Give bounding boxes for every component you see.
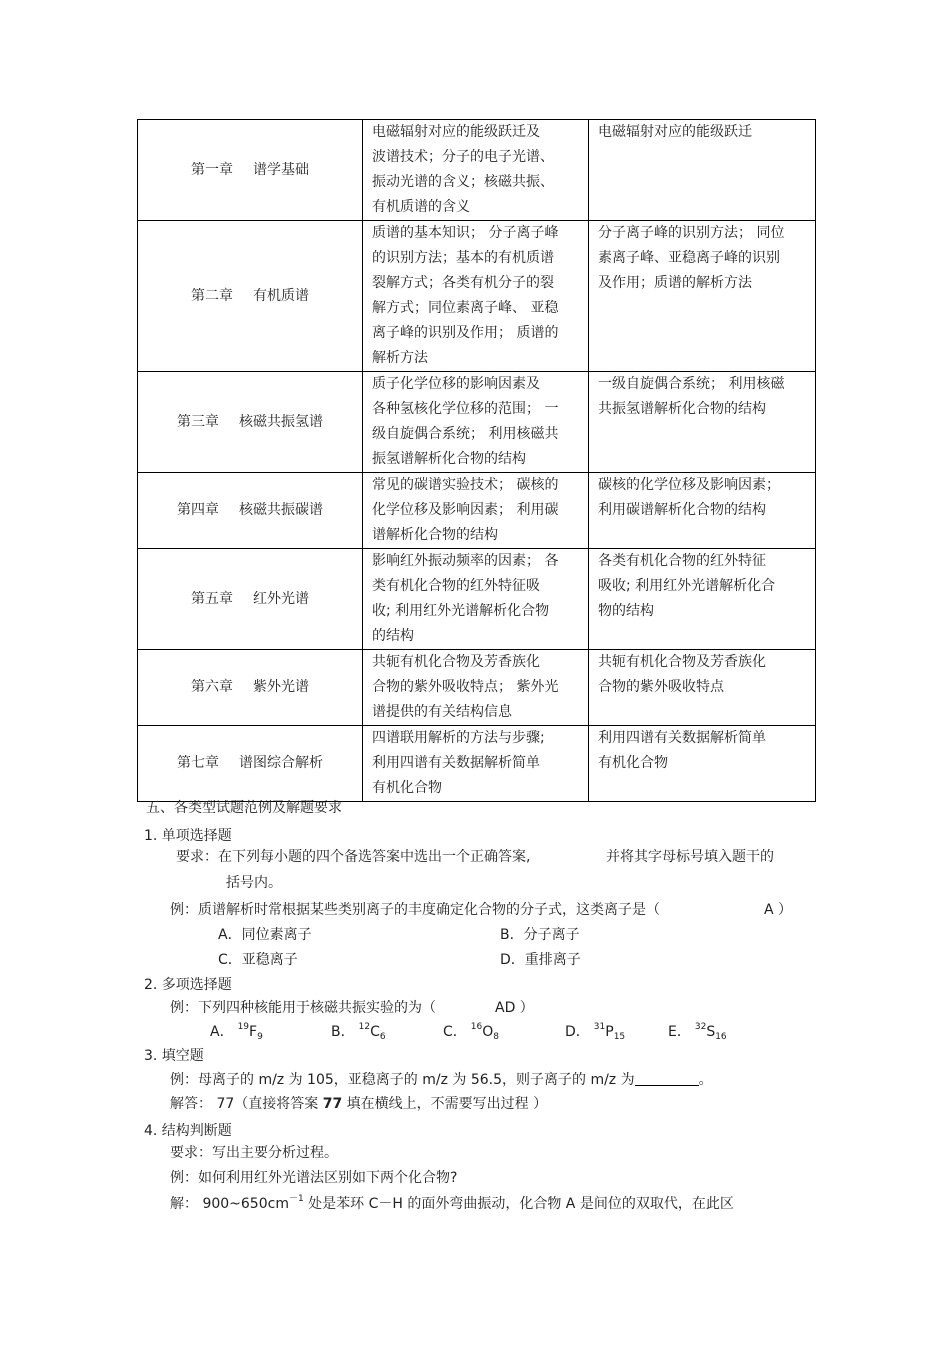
content-cell <box>363 221 589 372</box>
mass-number: 32 <box>694 1022 707 1032</box>
focus-line: 吸收; 利用红外光谱解析化合 <box>598 578 776 594</box>
focus-line: 合物的紫外吸收特点 <box>598 679 724 695</box>
q3-example <box>170 1070 713 1090</box>
chapter-number: 第六章 <box>191 679 233 695</box>
content-line: 级自旋偶合系统； 利用核磁共 <box>372 426 559 442</box>
focus-cell <box>589 650 816 726</box>
q4-solution-exponent: －1 <box>288 1194 304 1204</box>
focus-line: 分子离子峰的识别方法； 同位 <box>598 225 785 241</box>
content-line: 常见的碳谱实验技术； 碳核的 <box>372 477 559 493</box>
content-cell <box>363 473 589 549</box>
atomic-number: 9 <box>257 1032 263 1042</box>
chapter-cell <box>138 726 363 802</box>
content-line: 四谱联用解析的方法与步骤; <box>372 730 545 746</box>
q3-answer-pre: 解答： 77（直接将答案 <box>170 1096 323 1112</box>
q2-example: 例：下列四种核能用于核磁共振实验的为（ <box>170 1000 436 1016</box>
chapter-cell <box>138 549 363 650</box>
focus-cell <box>589 549 816 650</box>
chapter-cell <box>138 372 363 473</box>
q2-option-label: C． <box>443 1024 467 1040</box>
chapter-cell <box>138 473 363 549</box>
table-row <box>138 221 816 372</box>
content-line: 谱解析化合物的结构 <box>372 527 498 543</box>
chapter-cell <box>138 221 363 372</box>
q2-option-label: B． <box>331 1024 355 1040</box>
q2-option <box>210 1022 263 1042</box>
content-line: 裂解方式；各类有机分子的裂 <box>372 275 554 291</box>
content-cell <box>363 726 589 802</box>
chapter-number: 第七章 <box>177 755 219 771</box>
content-cell <box>363 549 589 650</box>
content-line: 电磁辐射对应的能级跃迁及 <box>372 124 540 140</box>
table-row <box>138 473 816 549</box>
atomic-number: 16 <box>715 1032 727 1042</box>
element-symbol: P <box>605 1024 614 1040</box>
q1-option-c: C．亚稳离子 <box>218 952 298 968</box>
content-line: 振动光谱的含义；核磁共振、 <box>372 174 554 190</box>
content-line: 有机化合物 <box>372 780 442 796</box>
focus-line: 素离子峰、亚稳离子峰的识别 <box>598 250 780 266</box>
q4-solution-post: 处是苯环 C－H 的面外弯曲振动，化合物 A 是间位的双取代，在此区 <box>303 1196 734 1212</box>
focus-cell <box>589 372 816 473</box>
q2-answer: AD ） <box>495 1000 534 1016</box>
content-line: 类有机化合物的红外特征吸 <box>372 578 540 594</box>
element-symbol: C <box>370 1024 380 1040</box>
table-row <box>138 549 816 650</box>
q3-example-text: 例：母离子的 m/z 为 105，亚稳离子的 m/z 为 56.5，则子离子的 m/z 为 <box>170 1072 635 1088</box>
content-cell <box>363 650 589 726</box>
focus-line: 各类有机化合物的红外特征 <box>598 553 766 569</box>
content-line: 收; 利用红外光谱解析化合物 <box>372 603 550 619</box>
syllabus-table <box>137 119 816 802</box>
mass-number: 16 <box>470 1022 483 1032</box>
q1-option-b: B．分子离子 <box>500 927 580 943</box>
focus-line: 利用碳谱解析化合物的结构 <box>598 502 766 518</box>
content-line: 影响红外振动频率的因素； 各 <box>372 553 559 569</box>
focus-line: 碳核的化学位移及影响因素； <box>598 477 780 493</box>
q1-requirement: 要求：在下列每小题的四个备选答案中选出一个正确答案, <box>176 849 531 865</box>
q2-option-label: D． <box>565 1024 590 1040</box>
focus-cell <box>589 221 816 372</box>
chapter-number: 第三章 <box>177 413 219 430</box>
focus-line: 及作用；质谱的解析方法 <box>598 275 752 291</box>
q2-option <box>331 1022 386 1042</box>
table-row <box>138 372 816 473</box>
content-line: 合物的紫外吸收特点； 紫外光 <box>372 679 559 695</box>
q4-title: 4. 结构判断题 <box>144 1123 232 1139</box>
chapter-title: 核磁共振碳谱 <box>239 502 323 518</box>
mass-number: 19 <box>237 1022 250 1032</box>
q4-example: 例：如何利用红外光谱法区别如下两个化合物? <box>170 1170 458 1186</box>
q3-title: 3. 填空题 <box>144 1048 204 1064</box>
focus-line: 电磁辐射对应的能级跃迁 <box>598 124 752 140</box>
chapter-number: 第二章 <box>191 287 233 304</box>
focus-cell <box>589 726 816 802</box>
chapter-title: 紫外光谱 <box>253 679 309 695</box>
section-heading: 五、各类型试题范例及解题要求 <box>146 800 342 816</box>
chapter-title: 谱学基础 <box>253 161 309 178</box>
focus-line: 共轭有机化合物及芳香族化 <box>598 654 766 670</box>
q3-answer <box>170 1094 547 1114</box>
focus-line: 物的结构 <box>598 603 654 619</box>
q2-title: 2. 多项选择题 <box>144 977 232 993</box>
q1-example: 例：质谱解析时常根据某些类别离子的丰度确定化合物的分子式，这类离子是（ <box>170 902 660 918</box>
q3-example-end: 。 <box>698 1072 713 1088</box>
q1-requirement-end: 括号内。 <box>226 875 282 891</box>
chapter-cell <box>138 120 363 221</box>
content-line: 利用四谱有关数据解析简单 <box>372 755 540 771</box>
content-line: 共轭有机化合物及芳香族化 <box>372 654 540 670</box>
q2-option-label: E． <box>668 1024 691 1040</box>
content-line: 质子化学位移的影响因素及 <box>372 376 540 392</box>
q4-solution-pre: 解： 900~650cm <box>170 1196 289 1212</box>
element-symbol: O <box>482 1024 494 1040</box>
atomic-number: 15 <box>613 1032 626 1042</box>
content-line: 各种氢核化学位移的范围； 一 <box>372 401 559 417</box>
chapter-title: 核磁共振氢谱 <box>239 413 323 430</box>
chapter-title: 有机质谱 <box>253 287 309 304</box>
content-line: 质谱的基本知识； 分子离子峰 <box>372 225 559 241</box>
focus-line: 利用四谱有关数据解析简单 <box>598 730 766 746</box>
atomic-number: 8 <box>493 1032 499 1042</box>
content-line: 的结构 <box>372 628 414 644</box>
q4-requirement: 要求：写出主要分析过程。 <box>170 1145 338 1161</box>
chapter-cell <box>138 650 363 726</box>
chapter-number: 第四章 <box>177 502 219 518</box>
q2-option <box>668 1022 727 1042</box>
chapter-title: 红外光谱 <box>253 590 309 607</box>
content-cell <box>363 120 589 221</box>
answer-blank <box>635 1071 699 1086</box>
content-line: 谱提供的有关结构信息 <box>372 704 512 720</box>
q2-option <box>443 1022 499 1042</box>
q2-option <box>565 1022 625 1042</box>
chapter-title: 谱图综合解析 <box>239 755 323 771</box>
element-symbol: F <box>249 1024 258 1040</box>
q1-answer: A ） <box>764 902 793 918</box>
q1-requirement-cont: 并将其字母标号填入题干的 <box>606 849 774 865</box>
q1-option-d: D．重排离子 <box>500 952 581 968</box>
atomic-number: 6 <box>379 1032 386 1042</box>
q3-answer-value: 77 <box>322 1096 343 1112</box>
focus-line: 一级自旋偶合系统； 利用核磁 <box>598 376 785 392</box>
focus-cell <box>589 473 816 549</box>
content-line: 的识别方法；基本的有机质谱 <box>372 250 554 266</box>
table-row <box>138 650 816 726</box>
content-line: 解方式；同位素离子峰、 亚稳 <box>372 300 559 316</box>
q3-answer-post: 填在横线上，不需要写出过程 ） <box>342 1096 548 1112</box>
focus-cell <box>589 120 816 221</box>
mass-number: 31 <box>593 1022 606 1032</box>
content-line: 离子峰的识别及作用； 质谱的 <box>372 325 559 341</box>
focus-line: 共振氢谱解析化合物的结构 <box>598 401 766 417</box>
content-line: 波谱技术；分子的电子光谱、 <box>372 149 554 165</box>
content-line: 化学位移及影响因素； 利用碳 <box>372 502 559 518</box>
mass-number: 12 <box>358 1022 371 1032</box>
content-cell <box>363 372 589 473</box>
q1-title: 1. 单项选择题 <box>144 828 232 844</box>
content-line: 振氢谱解析化合物的结构 <box>372 451 526 467</box>
table-row <box>138 726 816 802</box>
content-line: 有机质谱的含义 <box>372 199 470 215</box>
table-row <box>138 120 816 221</box>
chapter-number: 第一章 <box>191 161 233 178</box>
q2-option-label: A． <box>210 1024 234 1040</box>
element-symbol: S <box>706 1024 716 1040</box>
content-line: 解析方法 <box>372 350 428 366</box>
focus-line: 有机化合物 <box>598 755 668 771</box>
chapter-number: 第五章 <box>191 590 233 607</box>
q1-option-a: A．同位素离子 <box>218 927 312 943</box>
q4-solution <box>170 1194 734 1214</box>
